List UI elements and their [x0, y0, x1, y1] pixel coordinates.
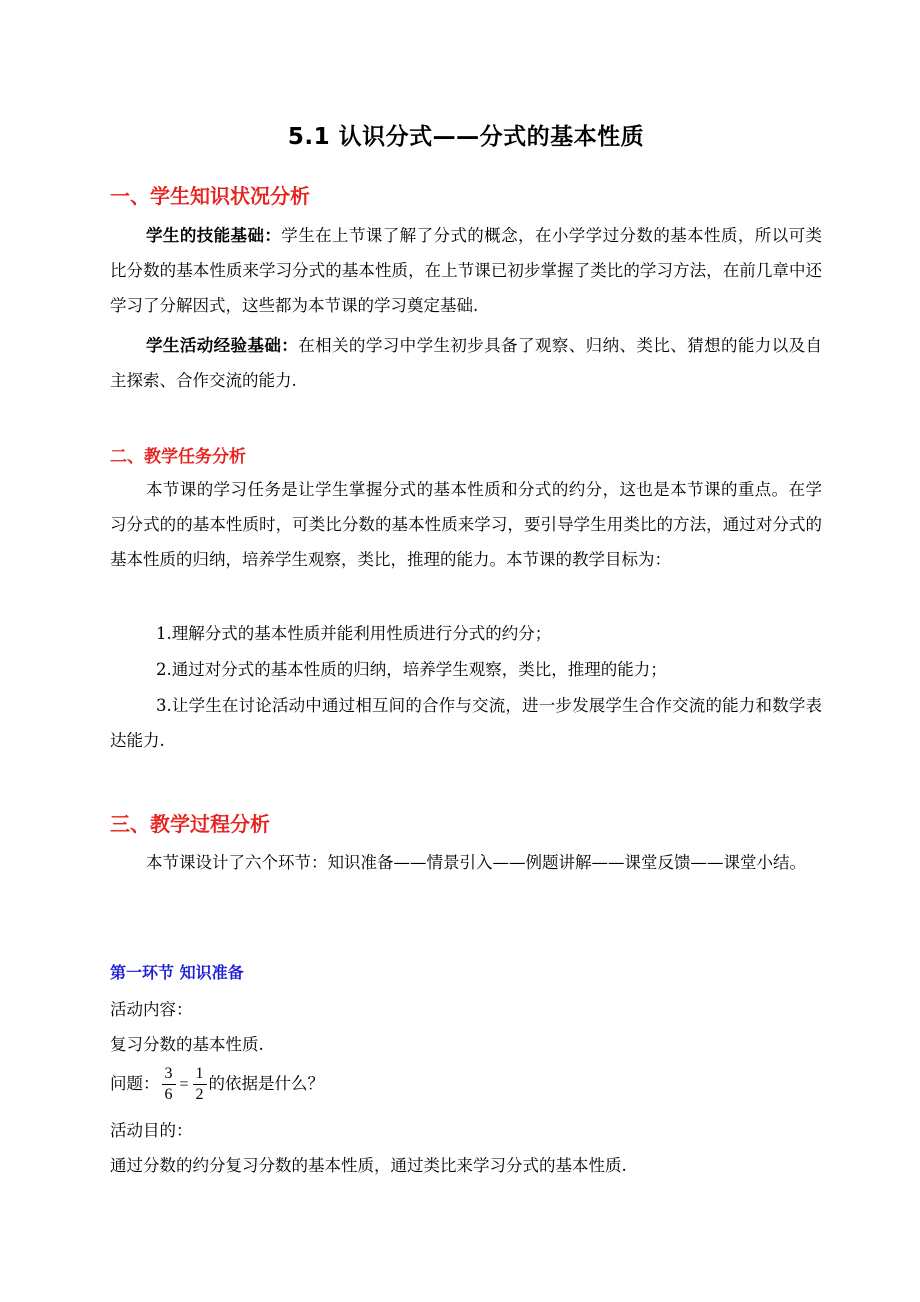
skills-text: 学生在上节课了解了分式的概念，在小学学过分数的基本性质，所以可类比分数的基本性质来学习分式的基本性质，在上节课已初步掌握了类比的学习方法，在前几章中还学习了分解因式，这些都为本节课的学习奠定基础. — [110, 226, 823, 315]
experience-label: 学生活动经验基础： — [146, 336, 299, 355]
activity-label: 活动内容： — [110, 1000, 193, 1019]
document-title: 5.1 认识分式——分式的基本性质 — [287, 124, 645, 150]
equals-sign: = — [179, 1075, 189, 1093]
section1-paragraph-experience — [110, 328, 822, 398]
section3-heading: 三、教学过程分析 — [110, 812, 270, 836]
goal-1: 1.理解分式的基本性质并能利用性质进行分式的约分； — [156, 624, 552, 643]
goal-2: 2.通过对分式的基本性质的归纳，培养学生观察，类比，推理的能力； — [156, 660, 667, 679]
purpose-label: 活动目的： — [110, 1121, 193, 1140]
goal-3: 3.让学生在讨论活动中通过相互间的合作与交流，进一步发展学生合作交流的能力和数学表达能力. — [110, 696, 822, 750]
experience-text: 在相关的学习中学生初步具备了观察、归纳、类比、猜想的能力以及自主探索、合作交流的能力. — [110, 336, 823, 390]
fraction-numerator: 3 — [162, 1064, 176, 1085]
fraction-numerator: 1 — [193, 1064, 207, 1085]
fraction-3-6 — [162, 1064, 176, 1105]
purpose-text: 通过分数的约分复习分数的基本性质，通过类比来学习分式的基本性质. — [110, 1156, 627, 1175]
fraction-denominator: 6 — [164, 1086, 173, 1103]
section2-intro: 本节课的学习任务是让学生掌握分式的基本性质和分式的约分，这也是本节课的重点。在学习分式的的基本性质时，可类比分数的基本性质来学习，要引导学生用类比的方法，通过对分式的基本性质的归纳，培养学生观察，类比，推理的能力。本节课的教学目标为： — [110, 480, 822, 569]
section1-heading: 一、学生知识状况分析 — [110, 184, 310, 208]
question-line — [110, 1062, 324, 1107]
section1-paragraph-skills — [110, 218, 822, 323]
section2-heading: 二、教学任务分析 — [110, 447, 246, 467]
fraction-denominator: 2 — [195, 1086, 204, 1103]
question-tail: 的依据是什么？ — [208, 1074, 325, 1093]
step1-heading: 第一环节 知识准备 — [110, 963, 244, 982]
question-label: 问题： — [110, 1074, 160, 1093]
skills-label: 学生的技能基础： — [146, 226, 282, 245]
fraction-1-2 — [193, 1064, 207, 1105]
activity-text: 复习分数的基本性质. — [110, 1035, 264, 1054]
section3-intro: 本节课设计了六个环节：知识准备——情景引入——例题讲解——课堂反馈——课堂小结。 — [146, 853, 806, 872]
